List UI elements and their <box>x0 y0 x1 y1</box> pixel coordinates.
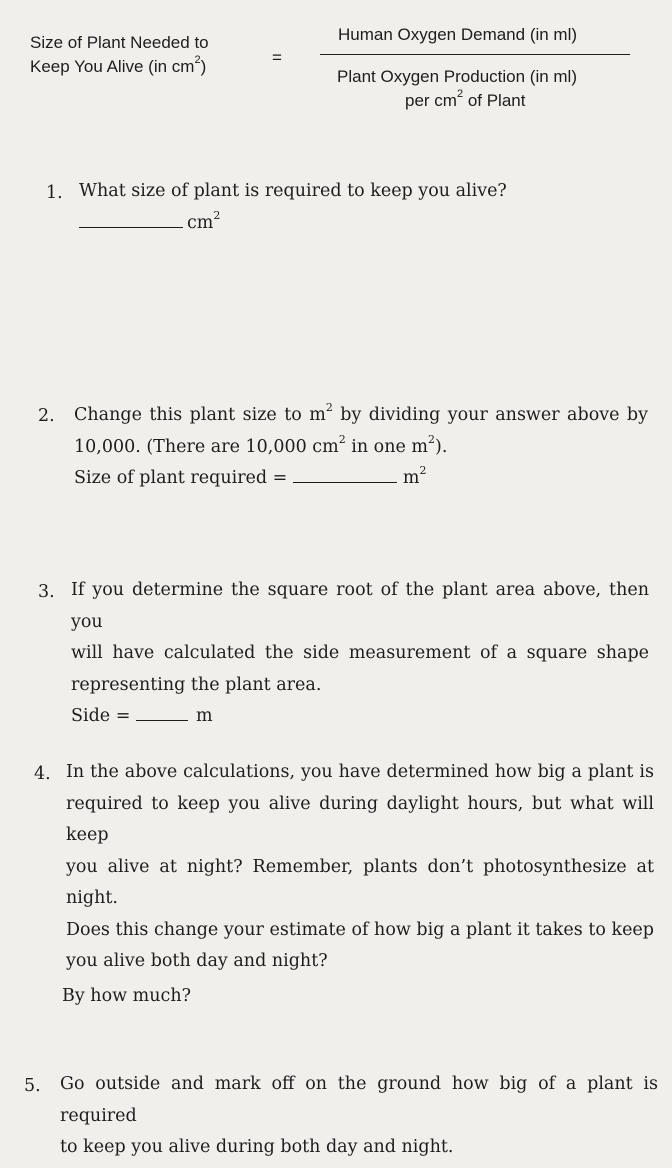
formula-denominator-line2: per $cm^2$ of Plant <box>405 88 526 110</box>
answer-blank[interactable] <box>136 706 188 721</box>
formula-lhs-line1: Size of Plant Needed to <box>30 33 209 52</box>
question-text: Go outside and mark off on the ground how big of a plant is required to keep you alive during both day and night. <box>60 1074 658 1157</box>
fraction-bar <box>320 54 630 55</box>
answer-line: Size of plant required = $m^2$ <box>74 464 427 488</box>
followup-question: By how much? <box>62 986 191 1006</box>
question-text: Change this plant size to $m^2$ by dividing your answer above by 10,000. (There are 10,000 $cm^2$ in one $m^2$). Size of plant required = $m^2$ <box>74 400 648 495</box>
answer-line: $cm^2$ <box>79 213 220 233</box>
question-text: In the above calculations, you have determined how big a plant is required to keep you alive during daylight hours, but what will keep you alive at night? Remember, plants don’t photosynthesize at night. Does this change your estimate of how big a plant it takes to keep you alive both day and night? <box>66 762 654 971</box>
formula-lhs-line2: Keep You Alive (in $cm^2$) <box>30 54 207 76</box>
question-number: 2. <box>38 406 55 426</box>
question-text: If you determine the square root of the plant area above, then you will have calculated the side measurement of a square shape representing the plant area. Side = m <box>71 575 649 733</box>
formula-numerator: Human Oxygen Demand (in ml) <box>338 25 578 44</box>
question-text: What size of plant is required to keep you alive? <box>79 181 507 201</box>
formula-denominator-line1: Plant Oxygen Production (in ml) <box>337 67 577 86</box>
answer-blank[interactable] <box>79 213 183 228</box>
question-number: 1. <box>46 183 63 203</box>
answer-line: Side = m <box>71 706 213 726</box>
question-number: 3. <box>38 582 55 602</box>
answer-blank[interactable] <box>293 468 397 483</box>
question-number: 5. <box>24 1076 41 1096</box>
question-number: 4. <box>34 764 51 784</box>
formula-equals: = <box>272 48 282 67</box>
